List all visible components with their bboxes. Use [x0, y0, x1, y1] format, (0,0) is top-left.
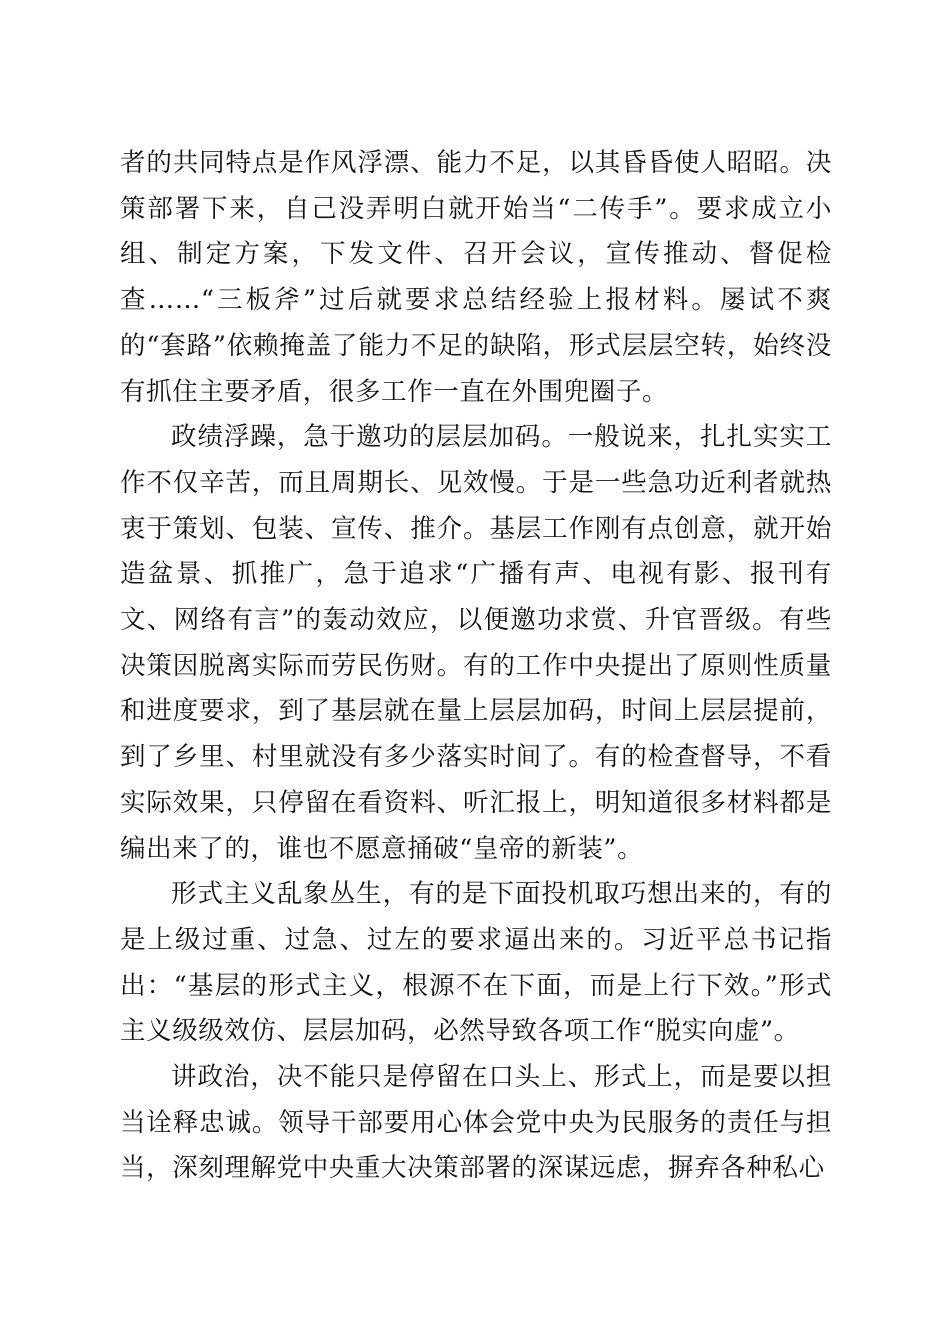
paragraph-continued: 者的共同特点是作风浮漂、能力不足，以其昏昏使人昭昭。决策部署下来，自己没弄明白就开始当“二传手”。要求成立小组、制定方案，下发文件、召开会议，宣传推动、督促检查……“三板斧”过后就要求总结经验上报材料。屡试不爽的“套路”依赖掩盖了能力不足的缺陷，形式层层空转，始终没有抓住主要矛盾，很多工作一直在外围兜圈子。	[120, 148, 832, 407]
document-body	[120, 141, 832, 1192]
paragraph-performance-impetuous: 政绩浮躁，急于邀功的层层加码。一般说来，扎扎实实工作不仅辛苦，而且周期长、见效慢。于是一些急功近利者就热衷于策划、包装、宣传、推介。基层工作刚有点创意，就开始造盆景、抓推广，急于追求“广播有声、电视有影、报刊有文、网络有言”的轰动效应，以便邀功求赏、升官晋级。有些决策因脱离实际而劳民伤财。有的工作中央提出了原则性质量和进度要求，到了基层就在量上层层加码，时间上层层提前，到了乡里、村里就没有多少落实时间了。有的检查督导，不看实际效果，只停留在看资料、听汇报上，明知道很多材料都是编出来了的，谁也不愿意捅破“皇帝的新装”。	[120, 422, 832, 864]
paragraph-politics-loyalty: 讲政治，决不能只是停留在口头上、形式上，而是要以担当诠释忠诚。领导干部要用心体会党中央为民服务的责任与担当，深刻理解党中央重大决策部署的深谋远虑，摒弃各种私心	[120, 1062, 832, 1184]
paragraph-formalism-chaos: 形式主义乱象丛生，有的是下面投机取巧想出来的，有的是上级过重、过急、过左的要求逼出来的。习近平总书记指出：“基层的形式主义，根源不在下面，而是上行下效。”形式主义级级效仿、层层加码，必然导致各项工作“脱实向虚”。	[120, 879, 832, 1047]
